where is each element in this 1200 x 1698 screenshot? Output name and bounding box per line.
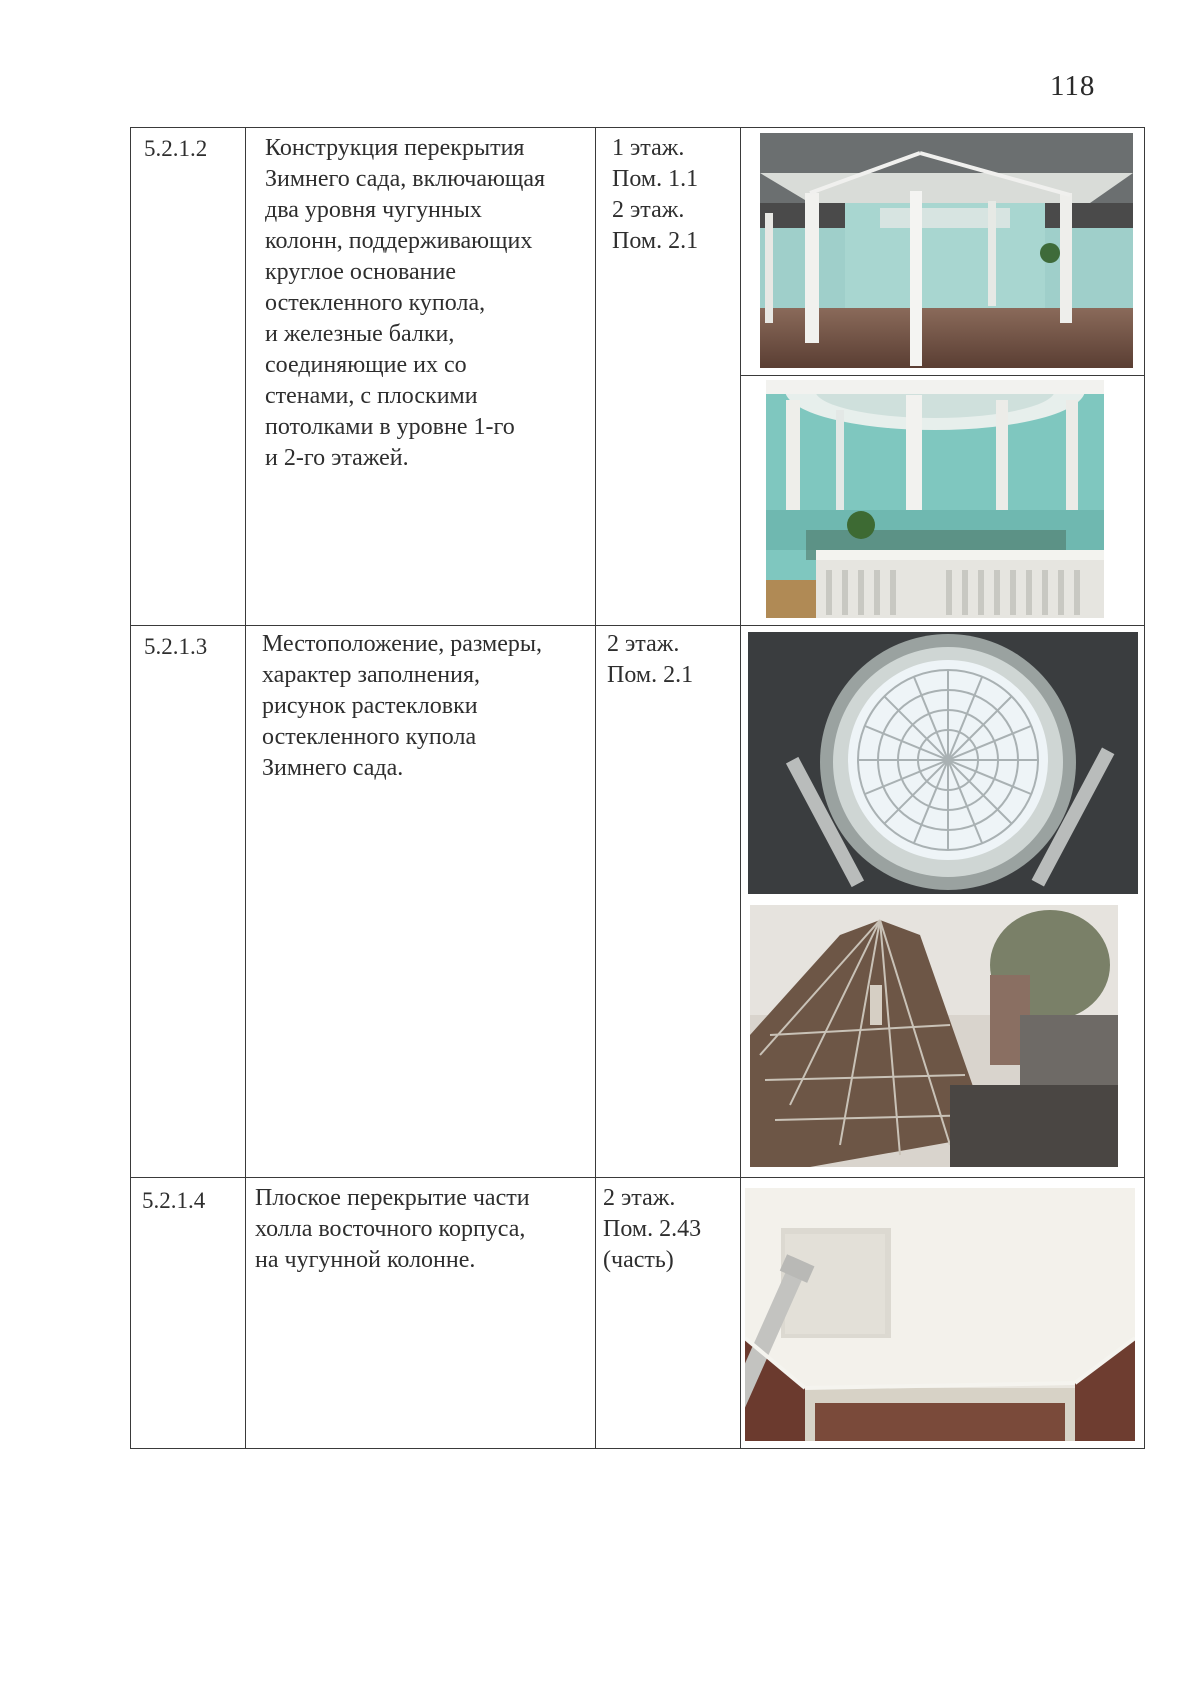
table-rule	[740, 127, 741, 1449]
table-rule	[130, 127, 131, 1449]
row-number: 5.2.1.3	[144, 634, 208, 659]
page-number: 118	[1050, 70, 1096, 102]
table-rule	[130, 625, 1145, 626]
row-description: Местоположение, размеры, характер заполнения, рисунок растекловки остекленного купола Зимнего сада.	[262, 631, 543, 781]
row-description: Конструкция перекрытия Зимнего сада, включающая два уровня чугунных колонн, поддерживающих круглое основание остекленного купола, и железные балки, соединяющие их со стенами, с плоскими потолками в уровне 1-го и 2-го этажей.	[265, 135, 546, 471]
table-rule	[245, 127, 246, 1449]
photo-winter-garden-columns	[760, 133, 1133, 368]
table-rule	[595, 127, 596, 1449]
table-rule	[1144, 127, 1145, 1449]
row-number: 5.2.1.4	[142, 1188, 206, 1213]
photo-divider	[740, 375, 1145, 376]
table-rule	[130, 1177, 1145, 1178]
row-location: 2 этаж. Пом. 2.1	[607, 631, 694, 688]
photo-flat-ceiling-column	[745, 1188, 1135, 1441]
row-location: 1 этаж. Пом. 1.1 2 этаж. Пом. 2.1	[612, 135, 699, 254]
row-description: Плоское перекрытие части холла восточного корпуса, на чугунной колонне.	[255, 1185, 530, 1273]
table-rule	[130, 127, 1145, 128]
photo-winter-garden-gallery	[766, 380, 1104, 618]
row-location: 2 этаж. Пом. 2.43 (часть)	[603, 1185, 702, 1273]
photo-glazed-dome-interior	[748, 632, 1138, 894]
row-number: 5.2.1.2	[144, 136, 208, 161]
table-rule	[130, 1448, 1145, 1449]
document-table	[130, 127, 1145, 1449]
photo-dome-exterior	[750, 905, 1118, 1167]
